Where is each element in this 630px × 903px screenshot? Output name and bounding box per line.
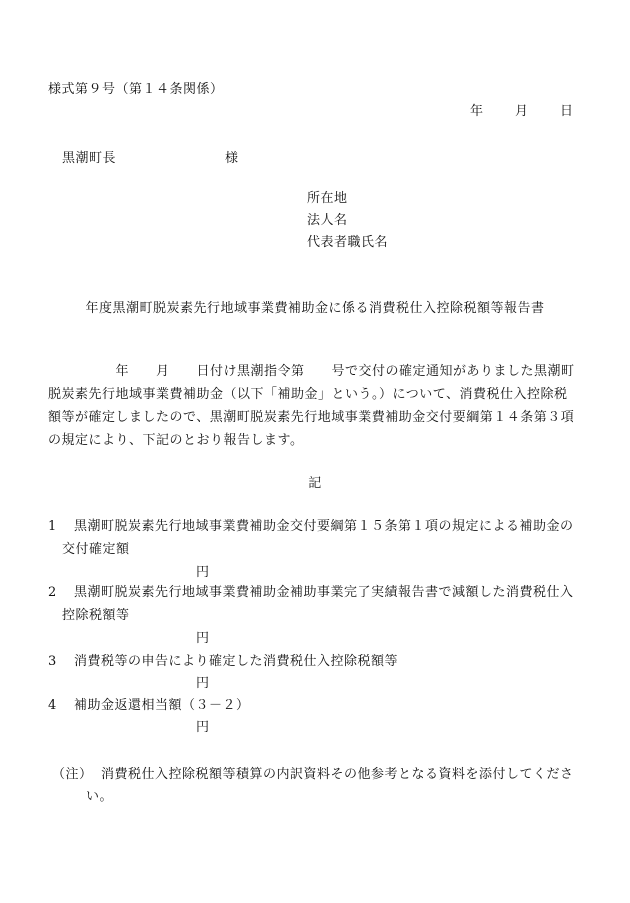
body-line: の規定により、下記のとおり報告します。 [48,433,304,448]
document-title: 年度黒潮町脱炭素先行地域事業費補助金に係る消費税仕入控除税額等報告書 [85,301,545,316]
item-text: 黒潮町脱炭素先行地域事業費補助金補助事業完了実績報告書で減額した消費税仕入 [74,585,574,600]
item-2-continuation: 控除税額等 [62,608,130,623]
body-paragraph [48,360,588,452]
addressee-honorific: 様 [225,151,239,166]
item-1-unit: 円 [196,565,210,580]
item-3-unit: 円 [196,676,210,691]
item-text: 消費税等の申告により確定した消費税仕入控除税額等 [74,654,399,669]
item-3 [48,655,398,668]
body-line: 額等が確定しましたので、黒潮町脱炭素先行地域事業費補助金交付要綱第１４条第３項 [48,410,575,425]
addressee-name: 黒潮町長 [62,151,117,166]
item-number: 2 [48,585,57,600]
item-number: 3 [48,654,57,669]
note-text: 消費税仕入控除税額等積算の内訳資料その他参考となる資料を添付してくださ [101,767,574,782]
date-line: 年 月 日 [469,104,575,119]
item-4 [48,699,250,712]
address-label: 所在地 [307,191,348,206]
item-2 [48,586,574,599]
note-text-continuation: い。 [86,789,114,804]
item-number: 1 [48,519,57,534]
item-1 [48,520,574,533]
note-label: （注） [52,767,93,782]
item-4-unit: 円 [196,720,210,735]
ki-heading: 記 [308,476,322,491]
item-text: 補助金返還相当額（３－２） [74,698,250,713]
form-number: 様式第９号（第１４条関係） [48,82,224,97]
item-1-continuation: 交付確定額 [62,542,130,557]
item-text: 黒潮町脱炭素先行地域事業費補助金交付要綱第１５条第１項の規定による補助金の [74,519,574,534]
item-2-unit: 円 [196,631,210,646]
representative-label: 代表者職氏名 [307,235,389,250]
body-line: 年 月 日付け黒潮指令第 号で交付の確定通知がありました黒潮町 [48,364,575,379]
corp-name-label: 法人名 [307,213,348,228]
item-number: 4 [48,698,57,713]
body-line: 脱炭素先行地域事業費補助金（以下「補助金」という。）について、消費税仕入控除税 [48,387,568,402]
